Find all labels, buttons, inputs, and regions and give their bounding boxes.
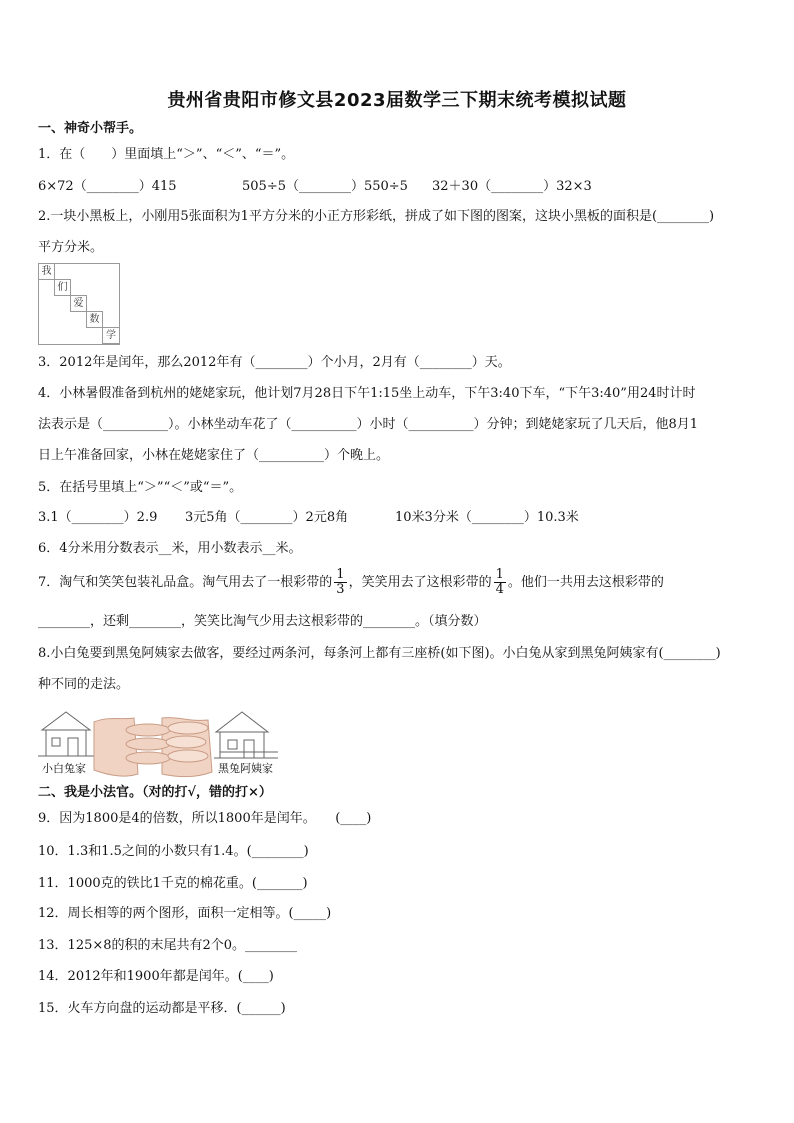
- q6-text: 6．4分米用分数表示__米，用小数表示__米。: [38, 541, 302, 556]
- q5-item-3: 10米3分米（________）10.3米: [395, 510, 579, 525]
- q1-item-1: 6×72（________）415: [38, 179, 177, 194]
- q7-part3: 。他们一共用去这根彩带的: [507, 575, 664, 590]
- fraction-numerator: 1: [495, 567, 504, 582]
- q5-item-1: 3.1（________）2.9: [38, 510, 158, 525]
- grid-cell-1: 我: [38, 263, 55, 280]
- judgement-q11: 11．1000克的铁比1千克的棉花重。(_______): [38, 876, 308, 891]
- fraction-numerator: 1: [336, 567, 345, 582]
- judgement-q14: 14．2012年和1900年都是闰年。(____): [38, 969, 274, 984]
- judgement-q13: 13．125×8的积的末尾共有2个0。________: [38, 938, 298, 953]
- label-left-house: 小白兔家: [42, 762, 86, 775]
- q7-line1: [38, 566, 664, 600]
- judgement-q10: 10．1.3和1.5之间的小数只有1.4。(________): [38, 844, 309, 859]
- q1-item-2: 505÷5（________）550÷5: [242, 179, 408, 194]
- q4-line2: 法表示是（__________）。小林坐动车花了（__________）小时（__________）分钟；到姥姥家玩了几天后，他8月1: [38, 417, 699, 432]
- q7-fraction-2: [494, 568, 506, 597]
- q7-part1: 7．淘气和笑笑包装礼品盒。淘气用去了一根彩带的: [38, 575, 333, 590]
- q4-line3: 日上午准备回家，小林在姥姥家住了（__________）个晚上。: [38, 448, 390, 463]
- q2-grid-figure: [38, 263, 120, 345]
- grid-cell-2: 们: [54, 279, 71, 296]
- grid-cell-5: 学: [102, 327, 120, 344]
- page-title: 贵州省贵阳市修文县2023届数学三下期末统考模拟试题: [167, 90, 627, 111]
- q4-line1: 4．小林暑假准备到杭州的姥姥家玩，他计划7月28日下午1:15坐上动车，下午3:40下车，“下午3:40”用24时计时: [38, 386, 696, 401]
- judgement-q15: 15．火车方向盘的运动都是平移．(______): [38, 1001, 286, 1016]
- grid-cell-3: 爱: [70, 295, 87, 312]
- section2-heading: 二、我是小法官。（对的打√，错的打×）: [38, 785, 272, 800]
- label-right-house: 黑兔阿姨家: [218, 762, 273, 775]
- judgement-q12: 12．周长相等的两个图形，面积一定相等。(_____): [38, 906, 332, 921]
- judgement-q9: 9．因为1800是4的倍数，所以1800年是闰年。 (____): [38, 811, 372, 826]
- q8-line1: 8.小白兔要到黑兔阿姨家去做客，要经过两条河，每条河上都有三座桥(如下图)。小白兔从家到黑兔阿姨家有(________): [38, 646, 721, 661]
- q5-item-2: 3元5角（________）2元8角: [185, 510, 349, 525]
- fraction-denominator: 4: [495, 582, 504, 597]
- right-house-icon: [214, 712, 278, 758]
- q5-text: 5．在括号里填上“＞”“＜”或“＝”。: [38, 480, 243, 495]
- section1-heading: 一、神奇小帮手。: [38, 121, 143, 136]
- fraction-denominator: 3: [336, 582, 345, 597]
- q8-line2: 种不同的走法。: [38, 677, 130, 692]
- q1-item-3: 32＋30（________）32×3: [432, 179, 592, 194]
- q8-bridge-illustration: [38, 708, 282, 784]
- q2-line2: 平方分米。: [38, 240, 104, 255]
- q1-text: 1．在（ ）里面填上“＞”、“＜”、“＝”。: [38, 147, 295, 162]
- grid-cell-4: 数: [86, 311, 103, 328]
- q7-line2: ________，还剩________，笑笑比淘气少用去这根彩带的________。（填分数）: [38, 614, 487, 629]
- bridges-icon: [94, 718, 212, 777]
- left-house-icon: [38, 712, 94, 756]
- q3-text: 3．2012年是闰年，那么2012年有（________）个小月，2月有（________）天。: [38, 355, 511, 370]
- q7-part2: ，笑笑用去了这根彩带的: [348, 575, 492, 590]
- q2-line1: 2.一块小黑板上，小刚用5张面积为1平方分米的小正方形彩纸，拼成了如下图的图案，这块小黑板的面积是(________): [38, 209, 715, 224]
- q7-fraction-1: [334, 568, 346, 597]
